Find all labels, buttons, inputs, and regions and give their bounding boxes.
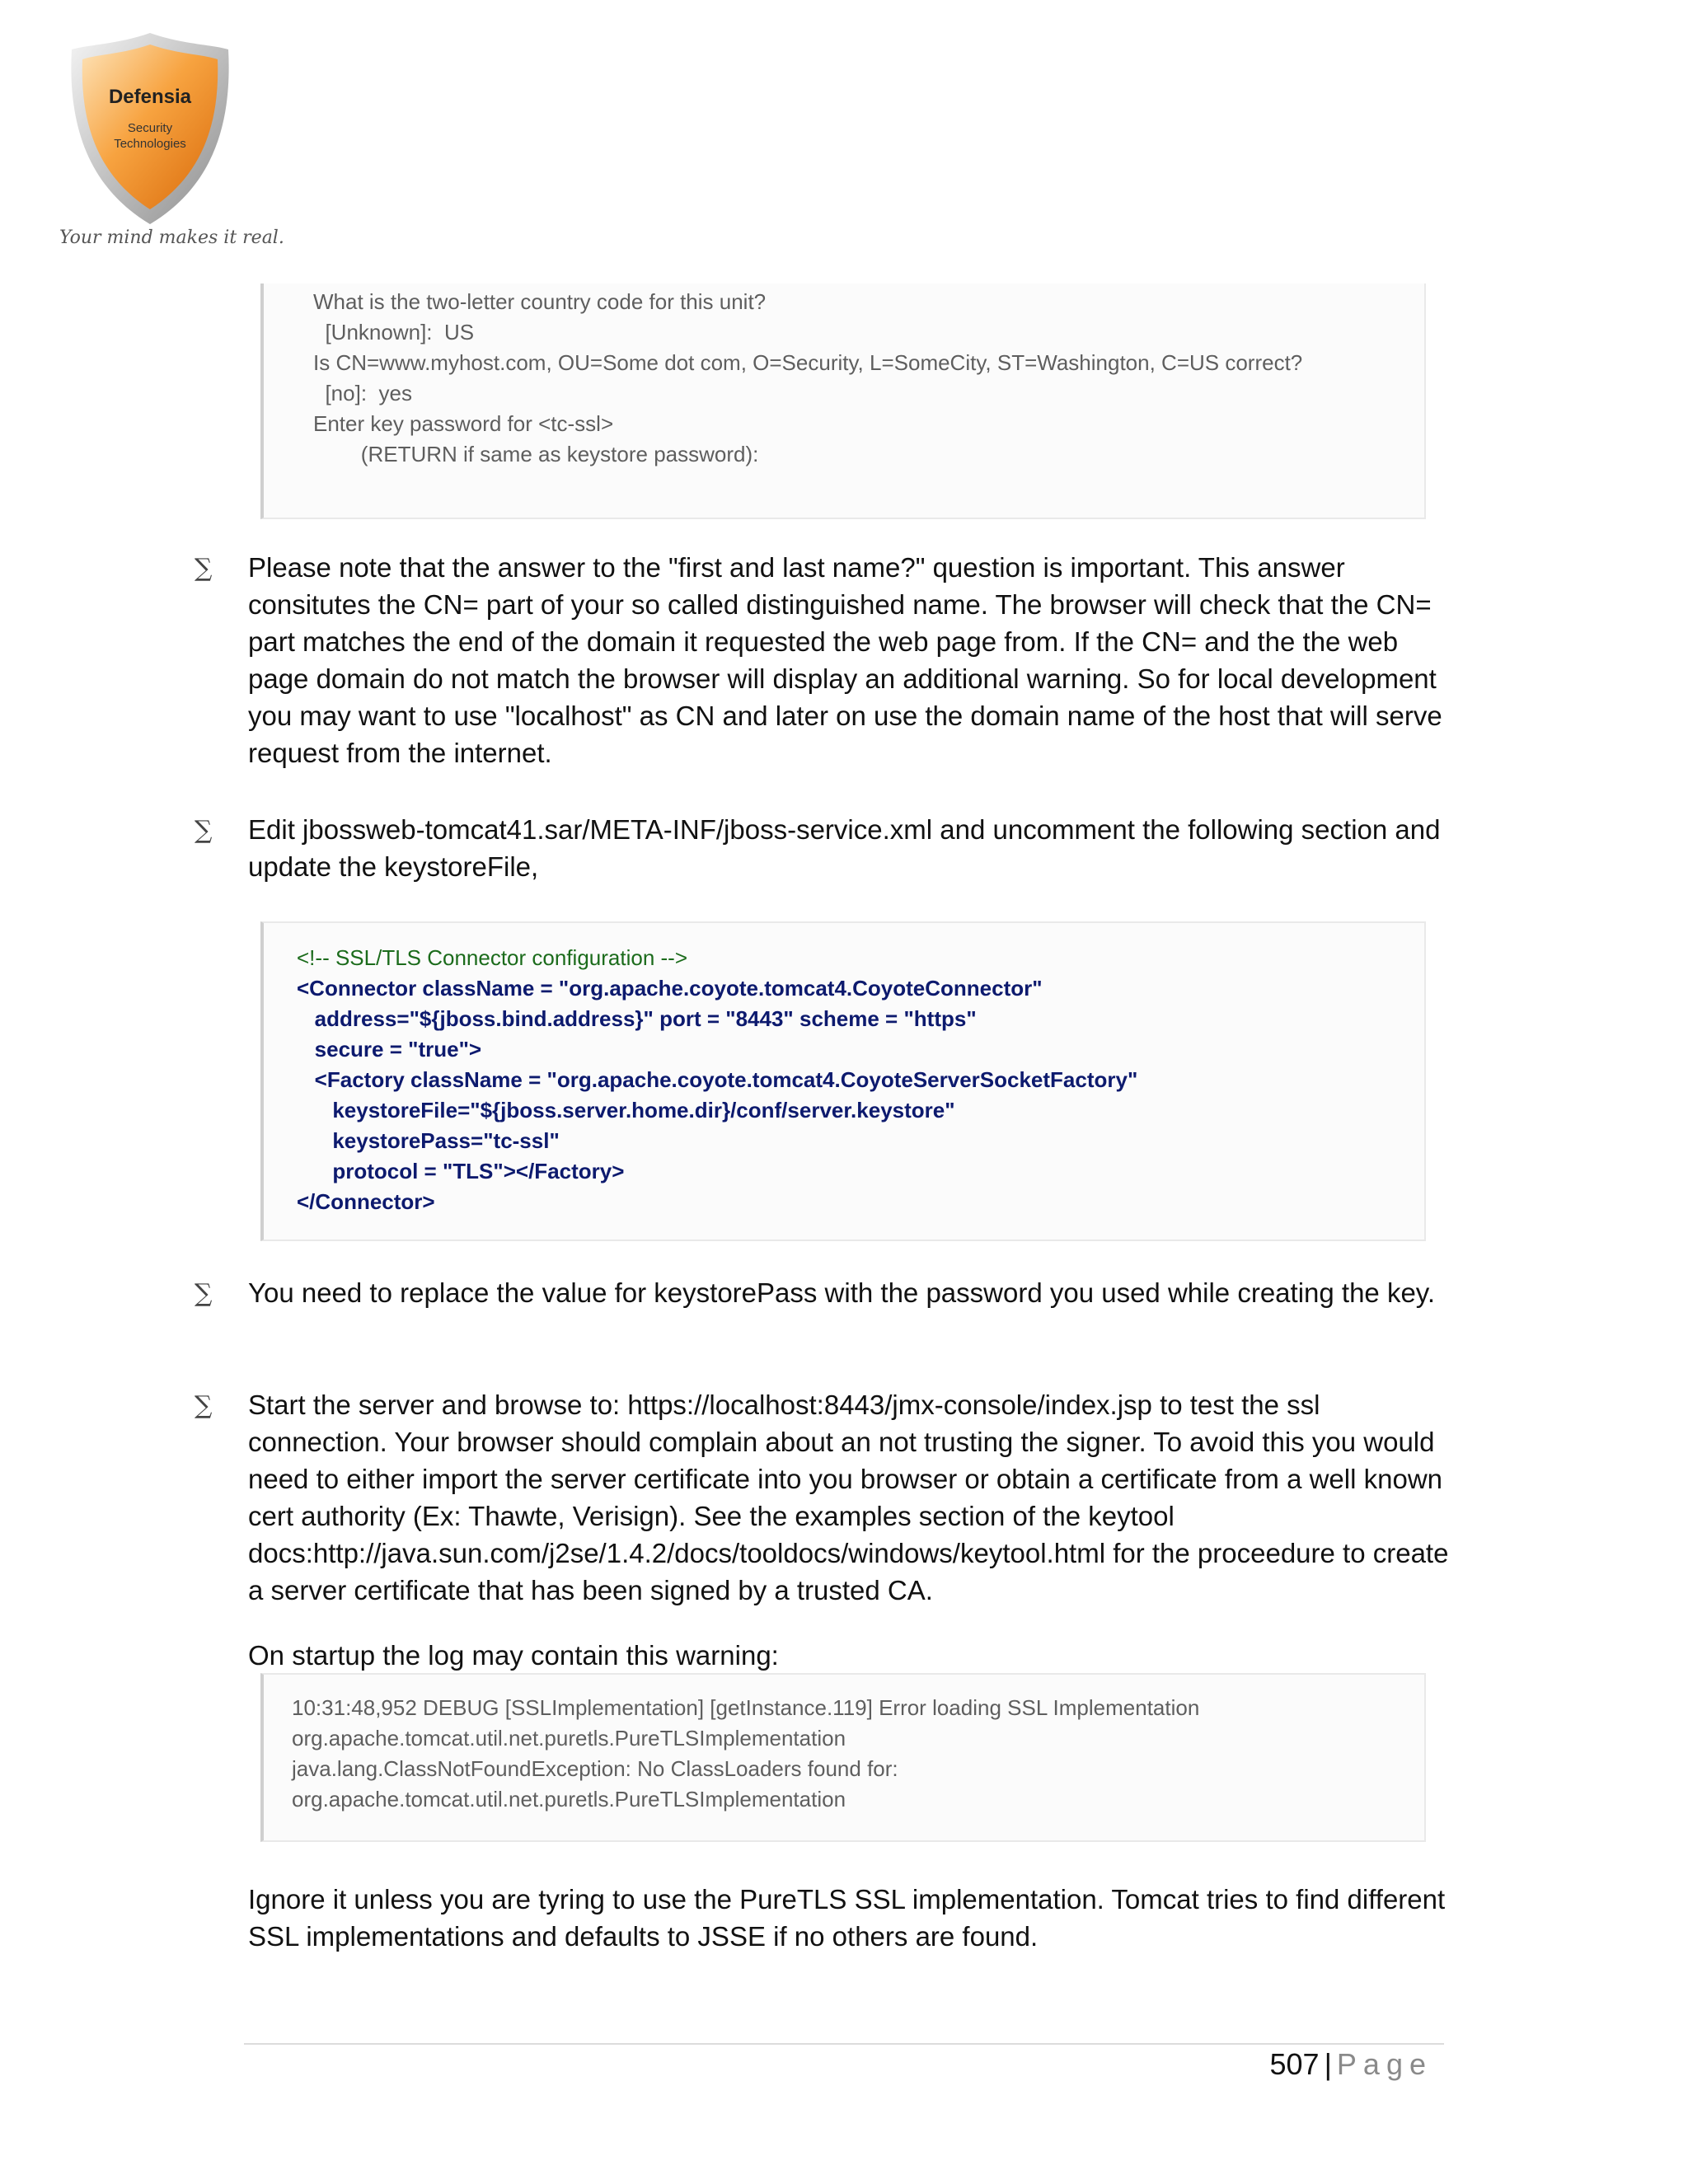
prompt-line: [Unknown]: US — [313, 320, 475, 344]
page-separator: | — [1324, 2047, 1332, 2081]
xml-line: </Connector> — [297, 1189, 435, 1214]
paragraph-cn-note: Please note that the answer to the "first and last name?" question is important. This answer consitutes the CN= part of your so called distinguished name. The browser will check that the CN= part matches the end of the domain it requested the web page from. If the CN= and the the web page domain do not match the browser will display an additional warning. So for local development you may want to use "localhost" as CN and later on use the domain name of the host that will serve request from the internet. — [248, 552, 1442, 768]
xml-config-box — [260, 921, 1426, 1241]
paragraph-ignore-note: Ignore it unless you are tyring to use the PureTLS SSL implementation. Tomcat tries to find different SSL implementations and defaults to JSSE if no others are found. — [248, 1884, 1446, 1952]
logo-subtitle — [84, 120, 216, 152]
log-line: 10:31:48,952 DEBUG [SSLImplementation] [getInstance.119] Error loading SSL Implementation — [292, 1695, 1200, 1720]
log-line: org.apache.tomcat.util.net.puretls.PureTLSImplementation — [292, 1787, 846, 1811]
xml-line: <Connector className = "org.apache.coyote.tomcat4.CoyoteConnector" — [297, 976, 1043, 1001]
log-line: org.apache.tomcat.util.net.puretls.PureTLSImplementation — [292, 1726, 846, 1750]
prompt-line: [no]: yes — [313, 381, 412, 405]
xml-line: <Factory className = "org.apache.coyote.tomcat4.CoyoteServerSocketFactory" — [297, 1067, 1138, 1092]
prompt-line: Is CN=www.myhost.com, OU=Some dot com, O=Security, L=SomeCity, ST=Washington, C=US correct? — [313, 350, 1303, 375]
page-footer — [1269, 2047, 1432, 2082]
prompt-line: (RETURN if same as keystore password): — [313, 442, 759, 466]
paragraph-edit-config: Edit jbossweb-tomcat41.sar/META-INF/jboss-service.xml and uncomment the following section and update the keystoreFile, — [248, 814, 1441, 882]
xml-line: protocol = "TLS"></Factory> — [297, 1159, 625, 1183]
keytool-prompt-box — [260, 284, 1426, 519]
footer-divider — [244, 2043, 1444, 2045]
bullet-symbol: ∑ — [195, 554, 213, 583]
page-label: Page — [1336, 2047, 1432, 2081]
company-logo — [59, 26, 241, 257]
paragraph-start-server: Start the server and browse to: https://localhost:8443/jmx-console/index.jsp to test the ssl connection. Your browser should complain about an not trusting the signer. To avoid this you would need to either import the server certificate into you browser or obtain a certificate from a well known cert authority (Ex: Thawte, Verisign). See the examples section of the keytool docs:http://java.sun.com/j2se/1.4.2/docs/tooldocs/windows/keytool.html for the proceedure to create a server certificate that has been signed by a trusted CA. — [248, 1390, 1449, 1605]
logo-name: Defensia — [108, 86, 192, 108]
bullet-symbol: ∑ — [195, 1391, 213, 1420]
logo-subtitle-line-2: Technologies — [114, 137, 186, 151]
log-output-box — [260, 1673, 1426, 1842]
xml-line: secure = "true"> — [297, 1037, 482, 1062]
bullet-symbol: ∑ — [195, 1279, 213, 1308]
prompt-line: What is the two-letter country code for this unit? — [313, 289, 767, 314]
paragraph-keystore-pass: You need to replace the value for keystorePass with the password you used while creating the key. — [248, 1277, 1436, 1308]
paragraph-log-warning-intro: On startup the log may contain this warning: — [248, 1640, 779, 1671]
xml-line: address="${jboss.bind.address}" port = "8443" scheme = "https" — [297, 1006, 977, 1031]
logo-tagline: Your mind makes it real. — [59, 227, 284, 248]
prompt-line: Enter key password for <tc-ssl> — [313, 411, 614, 436]
log-line: java.lang.ClassNotFoundException: No ClassLoaders found for: — [292, 1756, 898, 1781]
logo-subtitle-line-1: Security — [127, 121, 173, 135]
bullet-symbol: ∑ — [195, 816, 213, 845]
xml-comment: <!-- SSL/TLS Connector configuration --> — [297, 945, 688, 970]
page-number: 507 — [1269, 2047, 1320, 2081]
xml-line: keystorePass="tc-ssl" — [297, 1128, 560, 1153]
xml-line: keystoreFile="${jboss.server.home.dir}/conf/server.keystore" — [297, 1098, 955, 1122]
